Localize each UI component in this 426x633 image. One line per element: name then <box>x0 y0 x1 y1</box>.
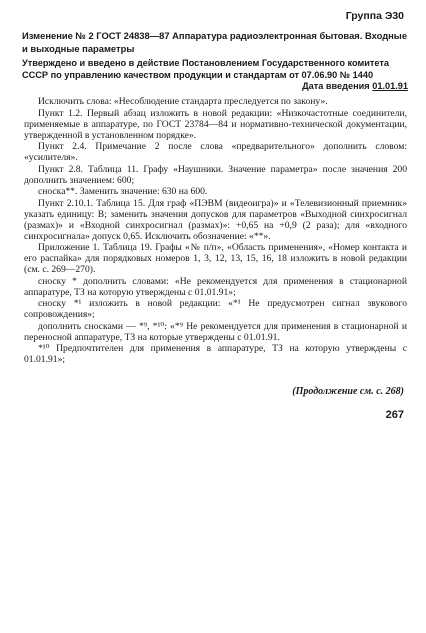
paragraph: Пункт 2.4. Примечание 2 после слова «предварительного» дополнить словом: «усилителя». <box>24 141 407 163</box>
continued-note: (Продолжение см. с. 268) <box>292 386 404 397</box>
paragraph: сноску * дополнить словами: «Не рекомендуется для применения в стационарной аппаратуре, ТЗ на которую утверждены с 01.01.91»; <box>24 275 407 298</box>
amendment-title: Изменение № 2 ГОСТ 24838—87 Аппаратура радиоэлектронная бытовая. Входные и выходные параметры <box>22 30 408 54</box>
approval-text: Утверждено и введено в действие Постановлением Государственного комитета СССР по управлению качеством продукции и стандартам от 07.06.90 № 1440 <box>22 58 389 80</box>
paragraph: Исключить слова: «Несоблюдение стандарта преследуется по закону». <box>38 96 328 107</box>
approval-block <box>22 58 408 93</box>
paragraph: дополнить сносками — *⁹, *¹⁰: «*⁹ Не рекомендуется для применения в стационарной и переносной аппаратуре, ТЗ на которые утверждены с 01.01.91. <box>24 320 407 343</box>
paragraph: Пункт 1.2. Первый абзац изложить в новой редакции: «Низкочастотные соединители, применяемые в аппаратуре, по ГОСТ 23784—84 и нормативно-технической документации, утвержденной в установленном порядке». <box>24 107 407 141</box>
intro-date-value: 01.01.91 <box>372 81 408 91</box>
intro-date-line <box>22 81 408 93</box>
paragraph: Пункт 2.10.1. Таблица 15. Для граф «ПЭВМ (видеоигра)» и «Телевизионный приемник» указать единицу: В; заменить значения допусков для параметров «Выходной синхросигнал (размах)» и «Входной синхросигнал (размах)»: +0,65 на +0,9 (2 раза); для «входного синхросигнала» допуск 0,65. Исключить обозначение: «**». <box>24 197 407 242</box>
paragraph: сноска**. Заменить значение: 630 на 600. <box>38 186 208 197</box>
paragraph: Приложение 1. Таблица 19. Графы «№ п/п», «Область применения», «Номер контакта и его распайка» для порядковых номеров 1, 3, 12, 13, 15, 16, 18 изложить в новой редакции (см. с. 269—270). <box>24 242 407 275</box>
paragraph: Пункт 2.8. Таблица 11. Графу «Наушники. Значение параметра» после значения 200 дополнить значением: 600; <box>24 163 407 186</box>
paragraph: *¹⁰ Предпочтителен для применения в аппаратуре, ТЗ на которую утверждены с 01.01.91»; <box>24 343 407 365</box>
amendment-body <box>24 96 407 366</box>
page-number: 267 <box>385 409 404 421</box>
paragraph: сноску *¹ изложить в новой редакции: «*¹ Не предусмотрен сигнал звукового сопровождения»; <box>24 298 407 320</box>
intro-date-label: Дата введения <box>302 81 370 91</box>
group-label: Группа Э30 <box>345 10 404 22</box>
